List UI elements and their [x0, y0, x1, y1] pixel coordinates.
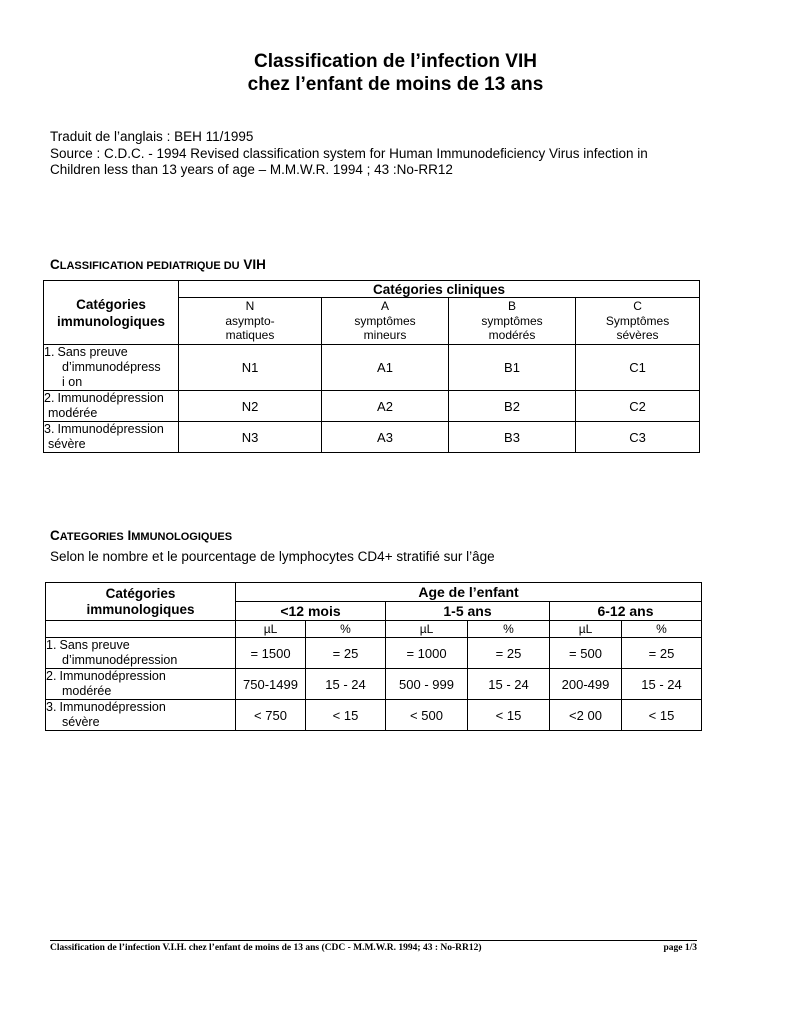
table-row	[44, 391, 700, 422]
table-cell: = 500	[550, 638, 622, 669]
row-label-2: 2. Immunodépression modérée	[44, 391, 179, 422]
row-label-1: 1. Sans preuve d’immunodépression	[46, 638, 236, 669]
unit-percent: %	[468, 621, 550, 638]
table-cell: 15 - 24	[468, 669, 550, 700]
clinical-column-b: B symptômes modérés	[449, 298, 576, 345]
age-group-6-12-years: 6-12 ans	[550, 602, 702, 621]
table-cell: B1	[449, 345, 576, 391]
footer-citation: Classification de l’infection V.I.H. chez l’enfant de moins de 13 ans (CDC - M.M.W.R. 1994; 43 : No-RR12)	[50, 943, 482, 953]
pediatric-classification-table	[43, 280, 700, 453]
table-row	[46, 669, 702, 700]
table-cell: N2	[179, 391, 322, 422]
table-cell: C1	[576, 345, 700, 391]
page-footer	[50, 943, 697, 953]
table-cell: B2	[449, 391, 576, 422]
age-group-1-5-years: 1-5 ans	[386, 602, 550, 621]
title-line-2: chez l’enfant de moins de 13 ans	[247, 74, 544, 95]
table-cell: < 15	[306, 700, 386, 731]
table-cell: = 25	[306, 638, 386, 669]
table-cell: N3	[179, 422, 322, 453]
immuno-categories-header: Catégories immunologiques	[46, 583, 236, 621]
page-title	[0, 50, 791, 96]
table-cell: = 1000	[386, 638, 468, 669]
table-cell: N1	[179, 345, 322, 391]
unit-ul: µL	[236, 621, 306, 638]
immuno-categories-header: Catégories immunologiques	[44, 281, 179, 345]
table-row	[44, 422, 700, 453]
unit-ul: µL	[386, 621, 468, 638]
immunologic-categories-table	[45, 582, 702, 731]
table-row	[46, 700, 702, 731]
clinical-column-n: N asympto- matiques	[179, 298, 322, 345]
heading-cap: C	[50, 257, 60, 272]
age-header: Age de l’enfant	[236, 583, 702, 602]
table-cell: B3	[449, 422, 576, 453]
table-cell: C3	[576, 422, 700, 453]
table-cell: < 15	[622, 700, 702, 731]
table-cell: = 25	[468, 638, 550, 669]
age-group-under-12-months: <12 mois	[236, 602, 386, 621]
table-cell: 500 - 999	[386, 669, 468, 700]
section-subtitle: Selon le nombre et le pourcentage de lymphocytes CD4+ stratifié sur l’âge	[50, 549, 495, 564]
section-heading-immunologic: CATEGORIES IMMUNOLOGIQUES	[50, 528, 233, 543]
table-cell: = 1500	[236, 638, 306, 669]
table-cell: < 750	[236, 700, 306, 731]
clinical-column-a: A symptômes mineurs	[322, 298, 449, 345]
row-label-3: 3. Immunodépression sévère	[44, 422, 179, 453]
heading-smallcaps: LASSIFICATION PEDIATRIQUE DU	[59, 260, 240, 272]
table-row	[44, 345, 700, 391]
title-line-1: Classification de l’infection VIH	[254, 51, 537, 72]
translation-note: Traduit de l’anglais : BEH 11/1995	[50, 129, 254, 144]
section-heading-pediatric	[50, 257, 266, 272]
clinical-categories-header: Catégories cliniques	[179, 281, 700, 298]
unit-ul: µL	[550, 621, 622, 638]
row-label-3: 3. Immunodépression sévère	[46, 700, 236, 731]
footer-divider	[50, 940, 697, 941]
table-cell: C2	[576, 391, 700, 422]
unit-percent: %	[622, 621, 702, 638]
source-line-1: Source : C.D.C. - 1994 Revised classification system for Human Immunodeficiency Virus infection in	[50, 145, 648, 161]
table-cell: <2 00	[550, 700, 622, 731]
row-label-1: 1. Sans preuve d’immunodépressi on	[44, 345, 179, 391]
table-cell: A3	[322, 422, 449, 453]
clinical-column-c: C Symptômes sévères	[576, 298, 700, 345]
table-cell: = 25	[622, 638, 702, 669]
table-cell: 200-499	[550, 669, 622, 700]
table-cell: A1	[322, 345, 449, 391]
table-cell: 750-1499	[236, 669, 306, 700]
row-spacer	[46, 621, 236, 638]
table-row	[46, 638, 702, 669]
table-cell: < 500	[386, 700, 468, 731]
intro-block	[50, 129, 730, 179]
table-cell: A2	[322, 391, 449, 422]
row-label-2: 2. Immunodépression modérée	[46, 669, 236, 700]
table-cell: < 15	[468, 700, 550, 731]
source-line-2: Children less than 13 years of age – M.M.W.R. 1994 ; 43 :No-RR12	[50, 162, 453, 177]
page-number: page 1/3	[663, 943, 697, 953]
heading-rest: VIH	[239, 257, 266, 272]
table-cell: 15 - 24	[306, 669, 386, 700]
unit-percent: %	[306, 621, 386, 638]
table-cell: 15 - 24	[622, 669, 702, 700]
